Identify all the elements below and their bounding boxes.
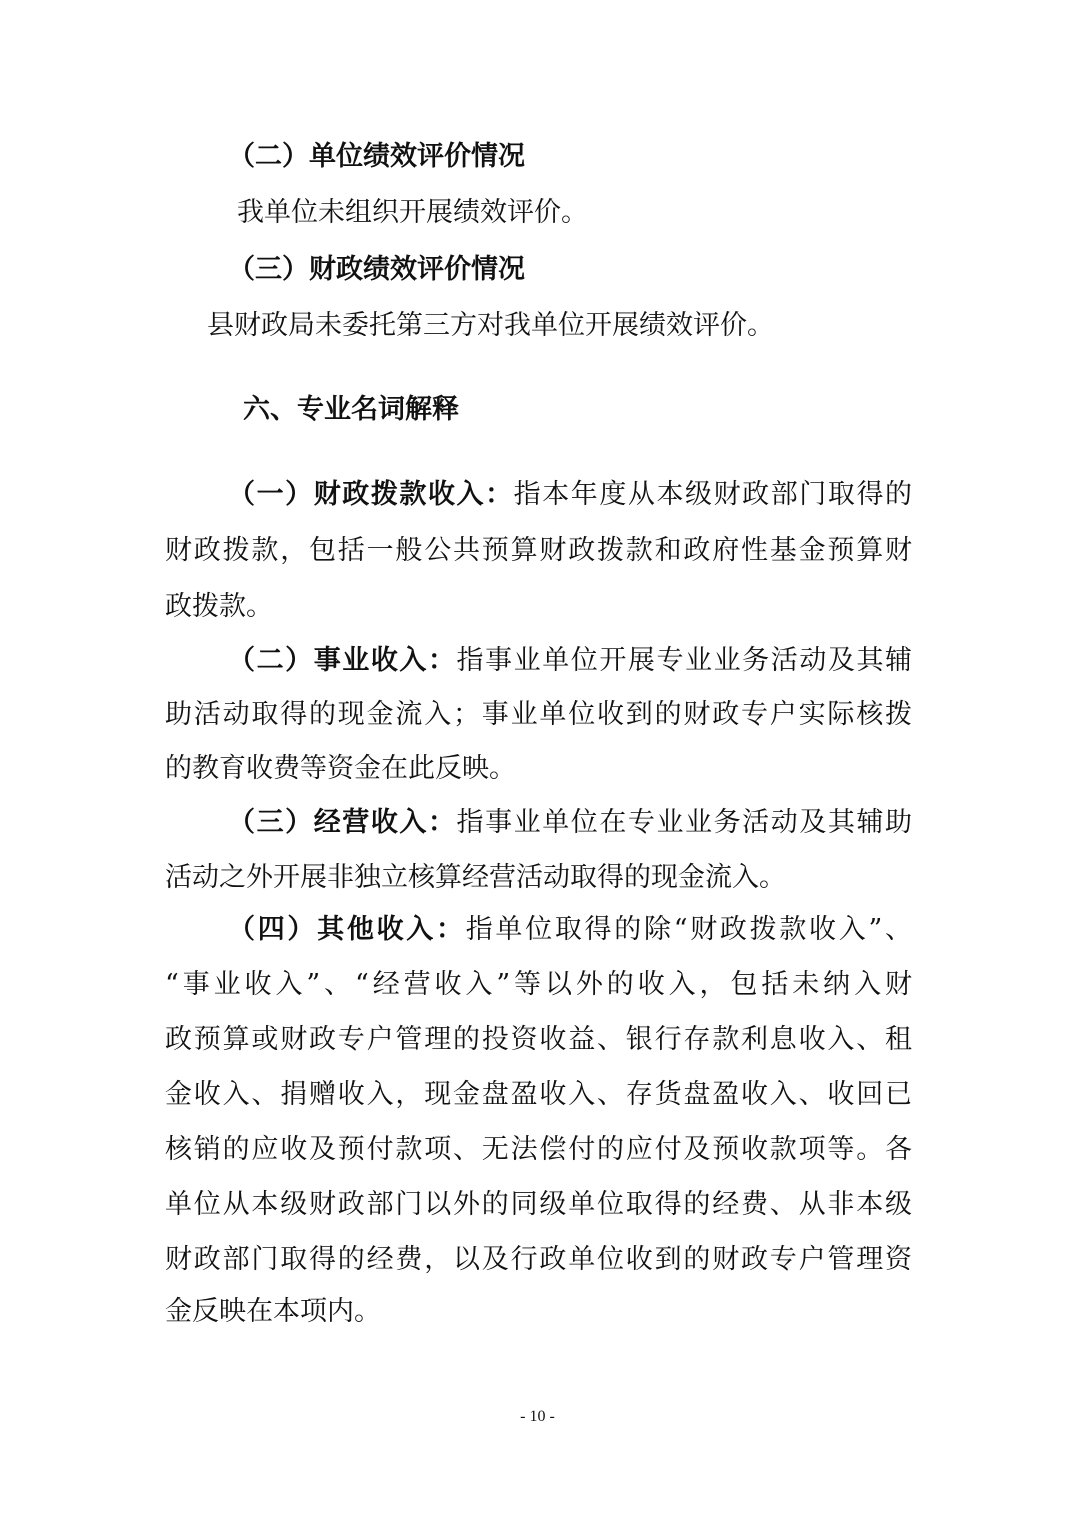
unit-eval-heading: （二）单位绩效评价情况 — [228, 141, 525, 172]
glossary-term: （二）事业收入： — [228, 645, 457, 676]
glossary-term-4-line-1 — [228, 913, 912, 947]
glossary-heading: 六、专业名词解释 — [243, 394, 459, 425]
glossary-text: 指单位取得的除“财政拨款收入”、 — [465, 914, 912, 945]
glossary-text: 指事业单位在专业业务活动及其辅助 — [456, 807, 913, 838]
glossary-term: （三）经营收入： — [228, 807, 457, 838]
glossary-term-1-line-1 — [228, 478, 912, 512]
unit-eval-text: 我单位未组织开展绩效评价。 — [237, 197, 588, 228]
glossary-term-4-line-2: “事业收入”、“经营收入”等以外的收入，包括未纳入财 — [165, 969, 912, 1000]
fiscal-eval-heading: （三）财政绩效评价情况 — [228, 254, 525, 285]
glossary-term-3-line-2: 活动之外开展非独立核算经营活动取得的现金流入。 — [165, 862, 786, 893]
glossary-term-4-line-6: 单位从本级财政部门以外的同级单位取得的经费、从非本级 — [165, 1189, 912, 1220]
glossary-term: （一）财政拨款收入： — [228, 479, 514, 510]
glossary-term-2-line-1 — [228, 644, 912, 678]
glossary-term-1-line-3: 政拨款。 — [165, 591, 273, 622]
glossary-term-4-line-7: 财政部门取得的经费，以及行政单位收到的财政专户管理资 — [165, 1244, 912, 1275]
glossary-term-4-line-3: 政预算或财政专户管理的投资收益、银行存款利息收入、租 — [165, 1024, 912, 1055]
glossary-term-3-line-1 — [228, 806, 912, 840]
glossary-term-2-line-2: 助活动取得的现金流入；事业单位收到的财政专户实际核拨 — [165, 699, 912, 730]
glossary-term-4-line-5: 核销的应收及预付款项、无法偿付的应付及预收款项等。各 — [165, 1134, 912, 1165]
glossary-term-4-line-8: 金反映在本项内。 — [165, 1296, 381, 1327]
page-number: - 10 - — [520, 1408, 555, 1425]
glossary-term-4-line-4: 金收入、捐赠收入，现金盘盈收入、存货盘盈收入、收回已 — [165, 1079, 912, 1110]
glossary-term-1-line-2: 财政拨款，包括一般公共预算财政拨款和政府性基金预算财 — [165, 535, 912, 566]
glossary-text: 指事业单位开展专业业务活动及其辅 — [456, 645, 913, 676]
glossary-term-2-line-3: 的教育收费等资金在此反映。 — [165, 753, 516, 784]
glossary-term: （四）其他收入： — [228, 914, 466, 945]
fiscal-eval-text: 县财政局未委托第三方对我单位开展绩效评价。 — [207, 310, 774, 341]
glossary-text: 指本年度从本级财政部门取得的 — [513, 479, 913, 510]
